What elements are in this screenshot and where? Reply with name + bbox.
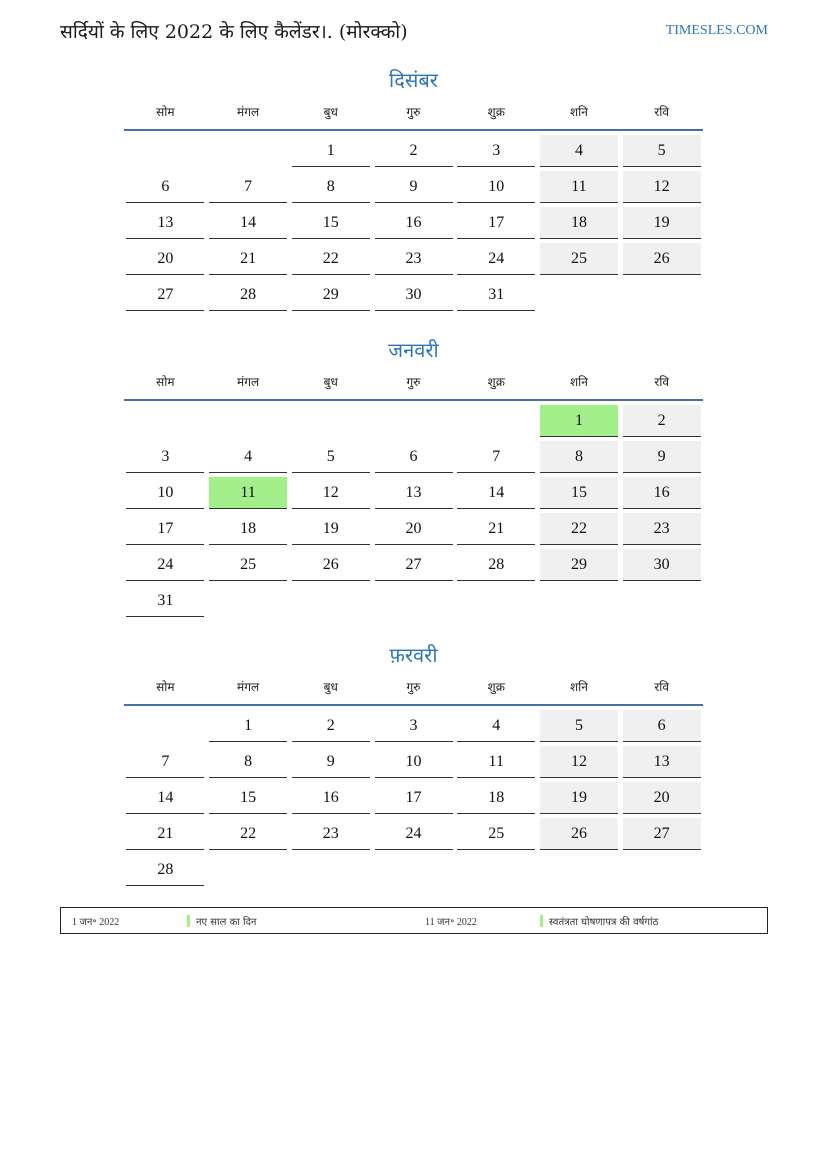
day-number: 29 — [292, 279, 370, 311]
day-cell — [538, 746, 621, 782]
weekday-label: बुध — [323, 680, 338, 694]
day-number: 31 — [457, 279, 535, 311]
week-row — [124, 477, 703, 513]
day-cell — [538, 477, 621, 513]
week-row — [124, 405, 703, 441]
day-number: 27 — [623, 818, 701, 850]
day-cell — [372, 746, 455, 782]
day-cell — [620, 171, 703, 207]
day-number: 24 — [457, 243, 535, 275]
day-number: 22 — [540, 513, 618, 545]
day-cell — [289, 782, 372, 818]
day-number: 9 — [292, 746, 370, 778]
day-number: 11 — [457, 746, 535, 778]
day-number: 3 — [457, 135, 535, 167]
weekday-label: मंगल — [237, 680, 260, 694]
day-number: 4 — [457, 710, 535, 742]
day-number — [623, 585, 701, 617]
day-cell — [289, 746, 372, 782]
day-number: 6 — [375, 441, 453, 473]
weekday-label: गुरु — [406, 105, 421, 119]
holiday-color-marker — [187, 915, 190, 927]
empty-day-cell — [455, 854, 538, 890]
empty-day-cell — [455, 585, 538, 621]
day-cell — [207, 818, 290, 854]
day-number — [209, 585, 287, 617]
day-number: 16 — [375, 207, 453, 239]
week-row — [124, 135, 703, 171]
day-number: 10 — [375, 746, 453, 778]
day-cell — [289, 710, 372, 746]
week-list — [124, 706, 703, 890]
day-number — [126, 710, 204, 742]
day-number: 25 — [540, 243, 618, 275]
month-title: जनवरी — [388, 338, 439, 362]
day-number: 18 — [209, 513, 287, 545]
day-number: 30 — [375, 279, 453, 311]
week-row — [124, 207, 703, 243]
day-number: 22 — [292, 243, 370, 275]
day-number: 28 — [209, 279, 287, 311]
day-number: 19 — [623, 207, 701, 239]
day-cell — [538, 243, 621, 279]
day-number: 15 — [540, 477, 618, 509]
day-number: 13 — [623, 746, 701, 778]
day-cell — [372, 477, 455, 513]
day-cell — [289, 477, 372, 513]
day-number: 10 — [126, 477, 204, 509]
day-cell — [455, 513, 538, 549]
day-number: 5 — [292, 441, 370, 473]
day-cell — [207, 746, 290, 782]
day-number: 24 — [375, 818, 453, 850]
empty-day-cell — [289, 405, 372, 441]
empty-day-cell — [372, 854, 455, 890]
day-cell — [455, 243, 538, 279]
weekday-label: मंगल — [237, 105, 260, 119]
week-row — [124, 279, 703, 315]
day-number: 16 — [623, 477, 701, 509]
day-cell — [372, 549, 455, 585]
day-cell — [455, 279, 538, 315]
day-number: 14 — [126, 782, 204, 814]
day-number: 20 — [375, 513, 453, 545]
day-number: 10 — [457, 171, 535, 203]
day-number: 1 — [292, 135, 370, 167]
day-number: 28 — [457, 549, 535, 581]
empty-day-cell — [124, 405, 207, 441]
day-cell — [620, 818, 703, 854]
day-cell — [207, 710, 290, 746]
day-cell — [538, 135, 621, 171]
day-number: 17 — [457, 207, 535, 239]
day-number: 23 — [623, 513, 701, 545]
day-number — [623, 279, 701, 311]
day-number: 28 — [126, 854, 204, 886]
day-number: 19 — [292, 513, 370, 545]
empty-day-cell — [124, 135, 207, 171]
day-number: 7 — [457, 441, 535, 473]
day-cell — [620, 513, 703, 549]
day-number: 13 — [126, 207, 204, 239]
week-row — [124, 818, 703, 854]
empty-day-cell — [207, 135, 290, 171]
day-number — [126, 135, 204, 167]
day-number: 7 — [209, 171, 287, 203]
day-number: 8 — [292, 171, 370, 203]
day-cell — [372, 710, 455, 746]
day-number: 21 — [126, 818, 204, 850]
day-number: 23 — [292, 818, 370, 850]
day-number — [375, 854, 453, 886]
day-cell — [289, 243, 372, 279]
day-cell — [620, 243, 703, 279]
day-cell — [538, 513, 621, 549]
day-cell — [372, 243, 455, 279]
day-cell — [620, 207, 703, 243]
day-cell — [207, 477, 290, 513]
day-number: 2 — [375, 135, 453, 167]
holiday-legend — [60, 907, 768, 934]
day-number: 31 — [126, 585, 204, 617]
empty-day-cell — [620, 854, 703, 890]
weekday-label: गुरु — [406, 375, 421, 389]
day-number: 26 — [623, 243, 701, 275]
day-cell — [289, 135, 372, 171]
day-cell — [124, 818, 207, 854]
day-number — [209, 854, 287, 886]
day-number — [457, 585, 535, 617]
day-number: 5 — [540, 710, 618, 742]
day-cell — [124, 441, 207, 477]
day-cell — [372, 818, 455, 854]
day-cell — [455, 782, 538, 818]
day-number: 13 — [375, 477, 453, 509]
week-row — [124, 854, 703, 890]
day-number: 8 — [209, 746, 287, 778]
day-number: 29 — [540, 549, 618, 581]
day-number: 19 — [540, 782, 618, 814]
empty-day-cell — [538, 585, 621, 621]
day-number: 20 — [126, 243, 204, 275]
day-cell — [372, 441, 455, 477]
empty-day-cell — [538, 279, 621, 315]
day-cell — [455, 207, 538, 243]
day-cell — [620, 405, 703, 441]
weekday-label: शुक्र — [487, 375, 505, 389]
day-number: 9 — [623, 441, 701, 473]
week-list — [124, 131, 703, 315]
weekday-label: रवि — [654, 105, 670, 119]
day-cell — [372, 513, 455, 549]
empty-day-cell — [207, 854, 290, 890]
day-cell — [538, 171, 621, 207]
day-number: 12 — [292, 477, 370, 509]
day-number — [540, 585, 618, 617]
day-number — [292, 585, 370, 617]
day-cell — [207, 243, 290, 279]
day-number: 1 — [540, 405, 618, 437]
day-cell — [207, 279, 290, 315]
day-cell — [289, 441, 372, 477]
day-cell — [455, 441, 538, 477]
day-number: 4 — [540, 135, 618, 167]
day-number: 27 — [126, 279, 204, 311]
day-cell — [620, 710, 703, 746]
day-number: 15 — [209, 782, 287, 814]
empty-day-cell — [538, 854, 621, 890]
day-number: 8 — [540, 441, 618, 473]
day-cell — [207, 549, 290, 585]
day-cell — [124, 549, 207, 585]
day-number — [126, 405, 204, 437]
weekday-label: सोम — [156, 105, 175, 119]
weekday-label: गुरु — [406, 680, 421, 694]
day-number: 26 — [540, 818, 618, 850]
week-row — [124, 782, 703, 818]
day-number: 23 — [375, 243, 453, 275]
day-number: 16 — [292, 782, 370, 814]
empty-day-cell — [289, 585, 372, 621]
day-number: 6 — [623, 710, 701, 742]
weekday-label: सोम — [156, 375, 175, 389]
day-cell — [207, 171, 290, 207]
site-link[interactable]: TIMESLES.COM — [665, 23, 768, 38]
month-calendar-february — [124, 638, 703, 890]
day-cell — [538, 405, 621, 441]
empty-day-cell — [124, 710, 207, 746]
empty-day-cell — [289, 854, 372, 890]
day-cell — [538, 441, 621, 477]
day-cell — [372, 279, 455, 315]
day-number: 25 — [209, 549, 287, 581]
day-cell — [455, 171, 538, 207]
day-number: 11 — [540, 171, 618, 203]
day-number: 26 — [292, 549, 370, 581]
weekday-label: मंगल — [237, 375, 260, 389]
day-number: 11 — [209, 477, 287, 509]
week-row — [124, 513, 703, 549]
empty-day-cell — [455, 405, 538, 441]
day-number: 2 — [292, 710, 370, 742]
day-cell — [620, 441, 703, 477]
day-number: 25 — [457, 818, 535, 850]
weekday-label: रवि — [654, 375, 670, 389]
day-number: 27 — [375, 549, 453, 581]
day-cell — [124, 171, 207, 207]
day-cell — [124, 207, 207, 243]
day-number: 20 — [623, 782, 701, 814]
day-number: 14 — [209, 207, 287, 239]
day-number — [209, 135, 287, 167]
day-cell — [538, 207, 621, 243]
day-number: 3 — [375, 710, 453, 742]
month-calendar-january — [124, 333, 703, 621]
legend-date: 11 जन॰ 2022 — [425, 916, 477, 928]
day-cell — [372, 207, 455, 243]
day-cell — [372, 135, 455, 171]
week-row — [124, 710, 703, 746]
day-number: 3 — [126, 441, 204, 473]
day-number — [292, 854, 370, 886]
day-number — [623, 854, 701, 886]
day-number: 5 — [623, 135, 701, 167]
empty-day-cell — [207, 585, 290, 621]
day-number: 18 — [540, 207, 618, 239]
day-number: 24 — [126, 549, 204, 581]
weekday-label: सोम — [156, 680, 175, 694]
day-cell — [372, 171, 455, 207]
day-number: 21 — [209, 243, 287, 275]
empty-day-cell — [372, 585, 455, 621]
weekday-header-row — [124, 367, 703, 401]
empty-day-cell — [620, 585, 703, 621]
weekday-label: रवि — [654, 680, 670, 694]
day-number: 14 — [457, 477, 535, 509]
day-cell — [289, 171, 372, 207]
day-cell — [455, 477, 538, 513]
day-cell — [538, 782, 621, 818]
day-cell — [124, 854, 207, 890]
day-cell — [455, 818, 538, 854]
empty-day-cell — [372, 405, 455, 441]
day-cell — [124, 243, 207, 279]
empty-day-cell — [620, 279, 703, 315]
day-number: 21 — [457, 513, 535, 545]
day-cell — [124, 279, 207, 315]
day-number: 30 — [623, 549, 701, 581]
day-cell — [124, 585, 207, 621]
week-row — [124, 243, 703, 279]
day-cell — [207, 207, 290, 243]
day-cell — [207, 441, 290, 477]
day-number: 17 — [126, 513, 204, 545]
day-cell — [289, 818, 372, 854]
day-number — [540, 279, 618, 311]
day-cell — [124, 746, 207, 782]
day-number — [457, 854, 535, 886]
week-row — [124, 746, 703, 782]
month-calendar-december — [124, 63, 703, 315]
day-number: 22 — [209, 818, 287, 850]
day-cell — [372, 782, 455, 818]
day-cell — [620, 135, 703, 171]
holiday-color-marker — [540, 915, 543, 927]
day-cell — [124, 513, 207, 549]
week-row — [124, 171, 703, 207]
month-title: दिसंबर — [389, 68, 438, 92]
day-number: 18 — [457, 782, 535, 814]
week-list — [124, 401, 703, 621]
day-cell — [124, 782, 207, 818]
day-number: 9 — [375, 171, 453, 203]
weekday-label: शनि — [569, 375, 588, 389]
day-cell — [289, 207, 372, 243]
day-cell — [538, 818, 621, 854]
day-cell — [620, 477, 703, 513]
day-number: 2 — [623, 405, 701, 437]
day-number: 6 — [126, 171, 204, 203]
weekday-label: शुक्र — [487, 105, 505, 119]
day-number: 1 — [209, 710, 287, 742]
day-cell — [455, 710, 538, 746]
day-number — [375, 405, 453, 437]
weekday-label: शुक्र — [487, 680, 505, 694]
empty-day-cell — [207, 405, 290, 441]
page-title: सर्दियों के लिए 2022 के लिए कैलेंडर।. (मोरक्को) — [60, 21, 408, 43]
day-number — [292, 405, 370, 437]
day-cell — [620, 746, 703, 782]
day-cell — [455, 549, 538, 585]
week-row — [124, 441, 703, 477]
day-cell — [289, 279, 372, 315]
day-number — [209, 405, 287, 437]
day-cell — [455, 135, 538, 171]
day-cell — [289, 513, 372, 549]
weekday-label: शनि — [569, 680, 588, 694]
week-row — [124, 585, 703, 621]
day-cell — [455, 746, 538, 782]
day-cell — [620, 549, 703, 585]
day-cell — [124, 477, 207, 513]
weekday-label: शनि — [569, 105, 588, 119]
day-cell — [207, 513, 290, 549]
day-number: 4 — [209, 441, 287, 473]
day-number: 17 — [375, 782, 453, 814]
day-cell — [207, 782, 290, 818]
legend-item — [414, 914, 767, 928]
day-cell — [538, 549, 621, 585]
weekday-header-row — [124, 97, 703, 131]
day-cell — [538, 710, 621, 746]
day-number: 12 — [540, 746, 618, 778]
legend-item — [61, 914, 414, 928]
legend-holiday-name: स्वतंत्रता घोषणापत्र की वर्षगांठ — [549, 916, 659, 928]
day-number: 15 — [292, 207, 370, 239]
day-cell — [289, 549, 372, 585]
weekday-label: बुध — [323, 105, 338, 119]
day-number: 7 — [126, 746, 204, 778]
legend-holiday-name: नए साल का दिन — [196, 916, 257, 928]
day-number — [457, 405, 535, 437]
day-number — [375, 585, 453, 617]
week-row — [124, 549, 703, 585]
weekday-header-row — [124, 672, 703, 706]
day-cell — [620, 782, 703, 818]
month-title: फ़रवरी — [389, 643, 438, 667]
day-number — [540, 854, 618, 886]
day-number: 12 — [623, 171, 701, 203]
legend-date: 1 जन॰ 2022 — [72, 916, 120, 928]
weekday-label: बुध — [323, 375, 338, 389]
